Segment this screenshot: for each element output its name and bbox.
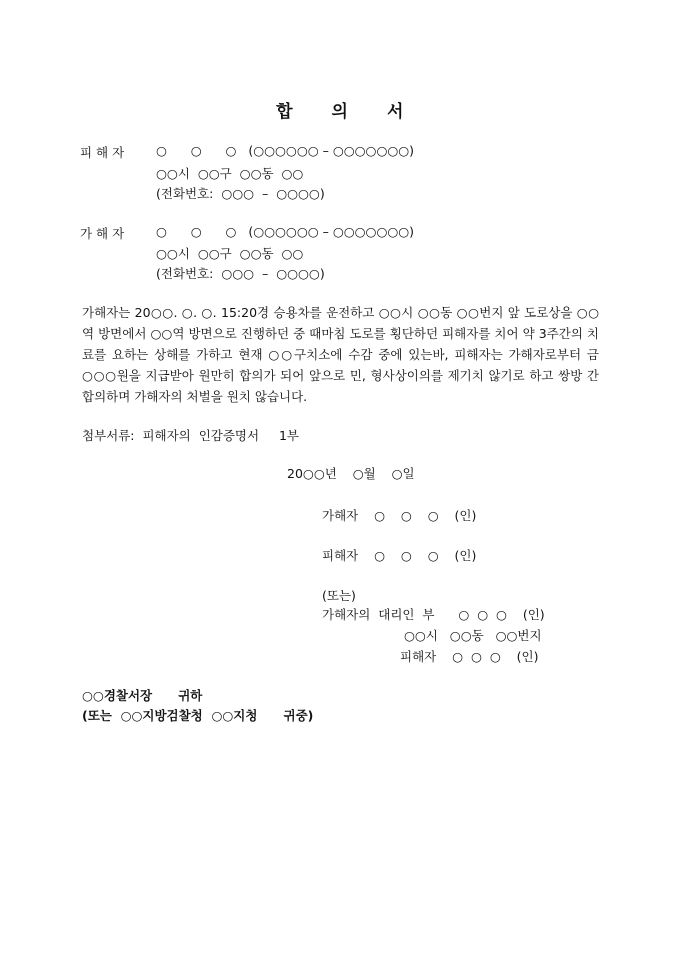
agreement-body: 가해자는 20○○. ○. ○. 15:20경 승용차를 운전하고 ○○시 ○○동 ○○번지 앞 도로상을 ○○역 방면에서 ○○역 방면으로 진행하던 중 때마침 도로를 횡단하던 피해자를 치어 약 3주간의 치료를 요하는 상해를 가하고 현재 ○○구치소에 수감 중에 있는바, 피해자는 가해자로부터 금 ○○○원을 지급받아 원만히 합의가 되어 앞으로 민, 형사상이의를 제기치 않기로 하고 쌍방 간 합의하며 가해자의 처벌을 원치 않습니다.	[82, 305, 599, 404]
agent-address: ○○시 ○○동 ○○번지	[404, 628, 542, 643]
offender-address: ○○시 ○○구 ○○동 ○○	[156, 246, 304, 261]
document-title: 합 의 서	[276, 102, 404, 122]
victim-label: 피 해 자	[80, 145, 125, 160]
agent-line: 가해자의 대리인 부 ○ ○ ○ (인)	[322, 607, 545, 622]
victim-name-id: ○ ○ ○ (○○○○○○ – ○○○○○○○)	[156, 143, 415, 158]
agent-victim-signature: 피해자 ○ ○ ○ (인)	[400, 649, 539, 664]
victim-phone: (전화번호: ○○○ – ○○○○)	[156, 186, 325, 201]
victim-signature: 피해자 ○ ○ ○ (인)	[322, 548, 477, 563]
victim-address: ○○시 ○○구 ○○동 ○○	[156, 166, 304, 181]
agreement-date: 20○○년 ○월 ○일	[287, 466, 415, 481]
recipient-police: ○○경찰서장 귀하	[82, 688, 203, 703]
recipient-prosecutor: (또는 ○○지방검찰청 ○○지청 귀중)	[82, 708, 314, 723]
attachment-line: 첨부서류: 피해자의 인감증명서 1부	[82, 428, 299, 443]
offender-name-id: ○ ○ ○ (○○○○○○ – ○○○○○○○)	[156, 224, 415, 239]
offender-phone: (전화번호: ○○○ – ○○○○)	[156, 266, 325, 281]
offender-label: 가 해 자	[80, 226, 125, 241]
offender-signature: 가해자 ○ ○ ○ (인)	[322, 508, 477, 523]
or-label: (또는)	[322, 588, 356, 603]
